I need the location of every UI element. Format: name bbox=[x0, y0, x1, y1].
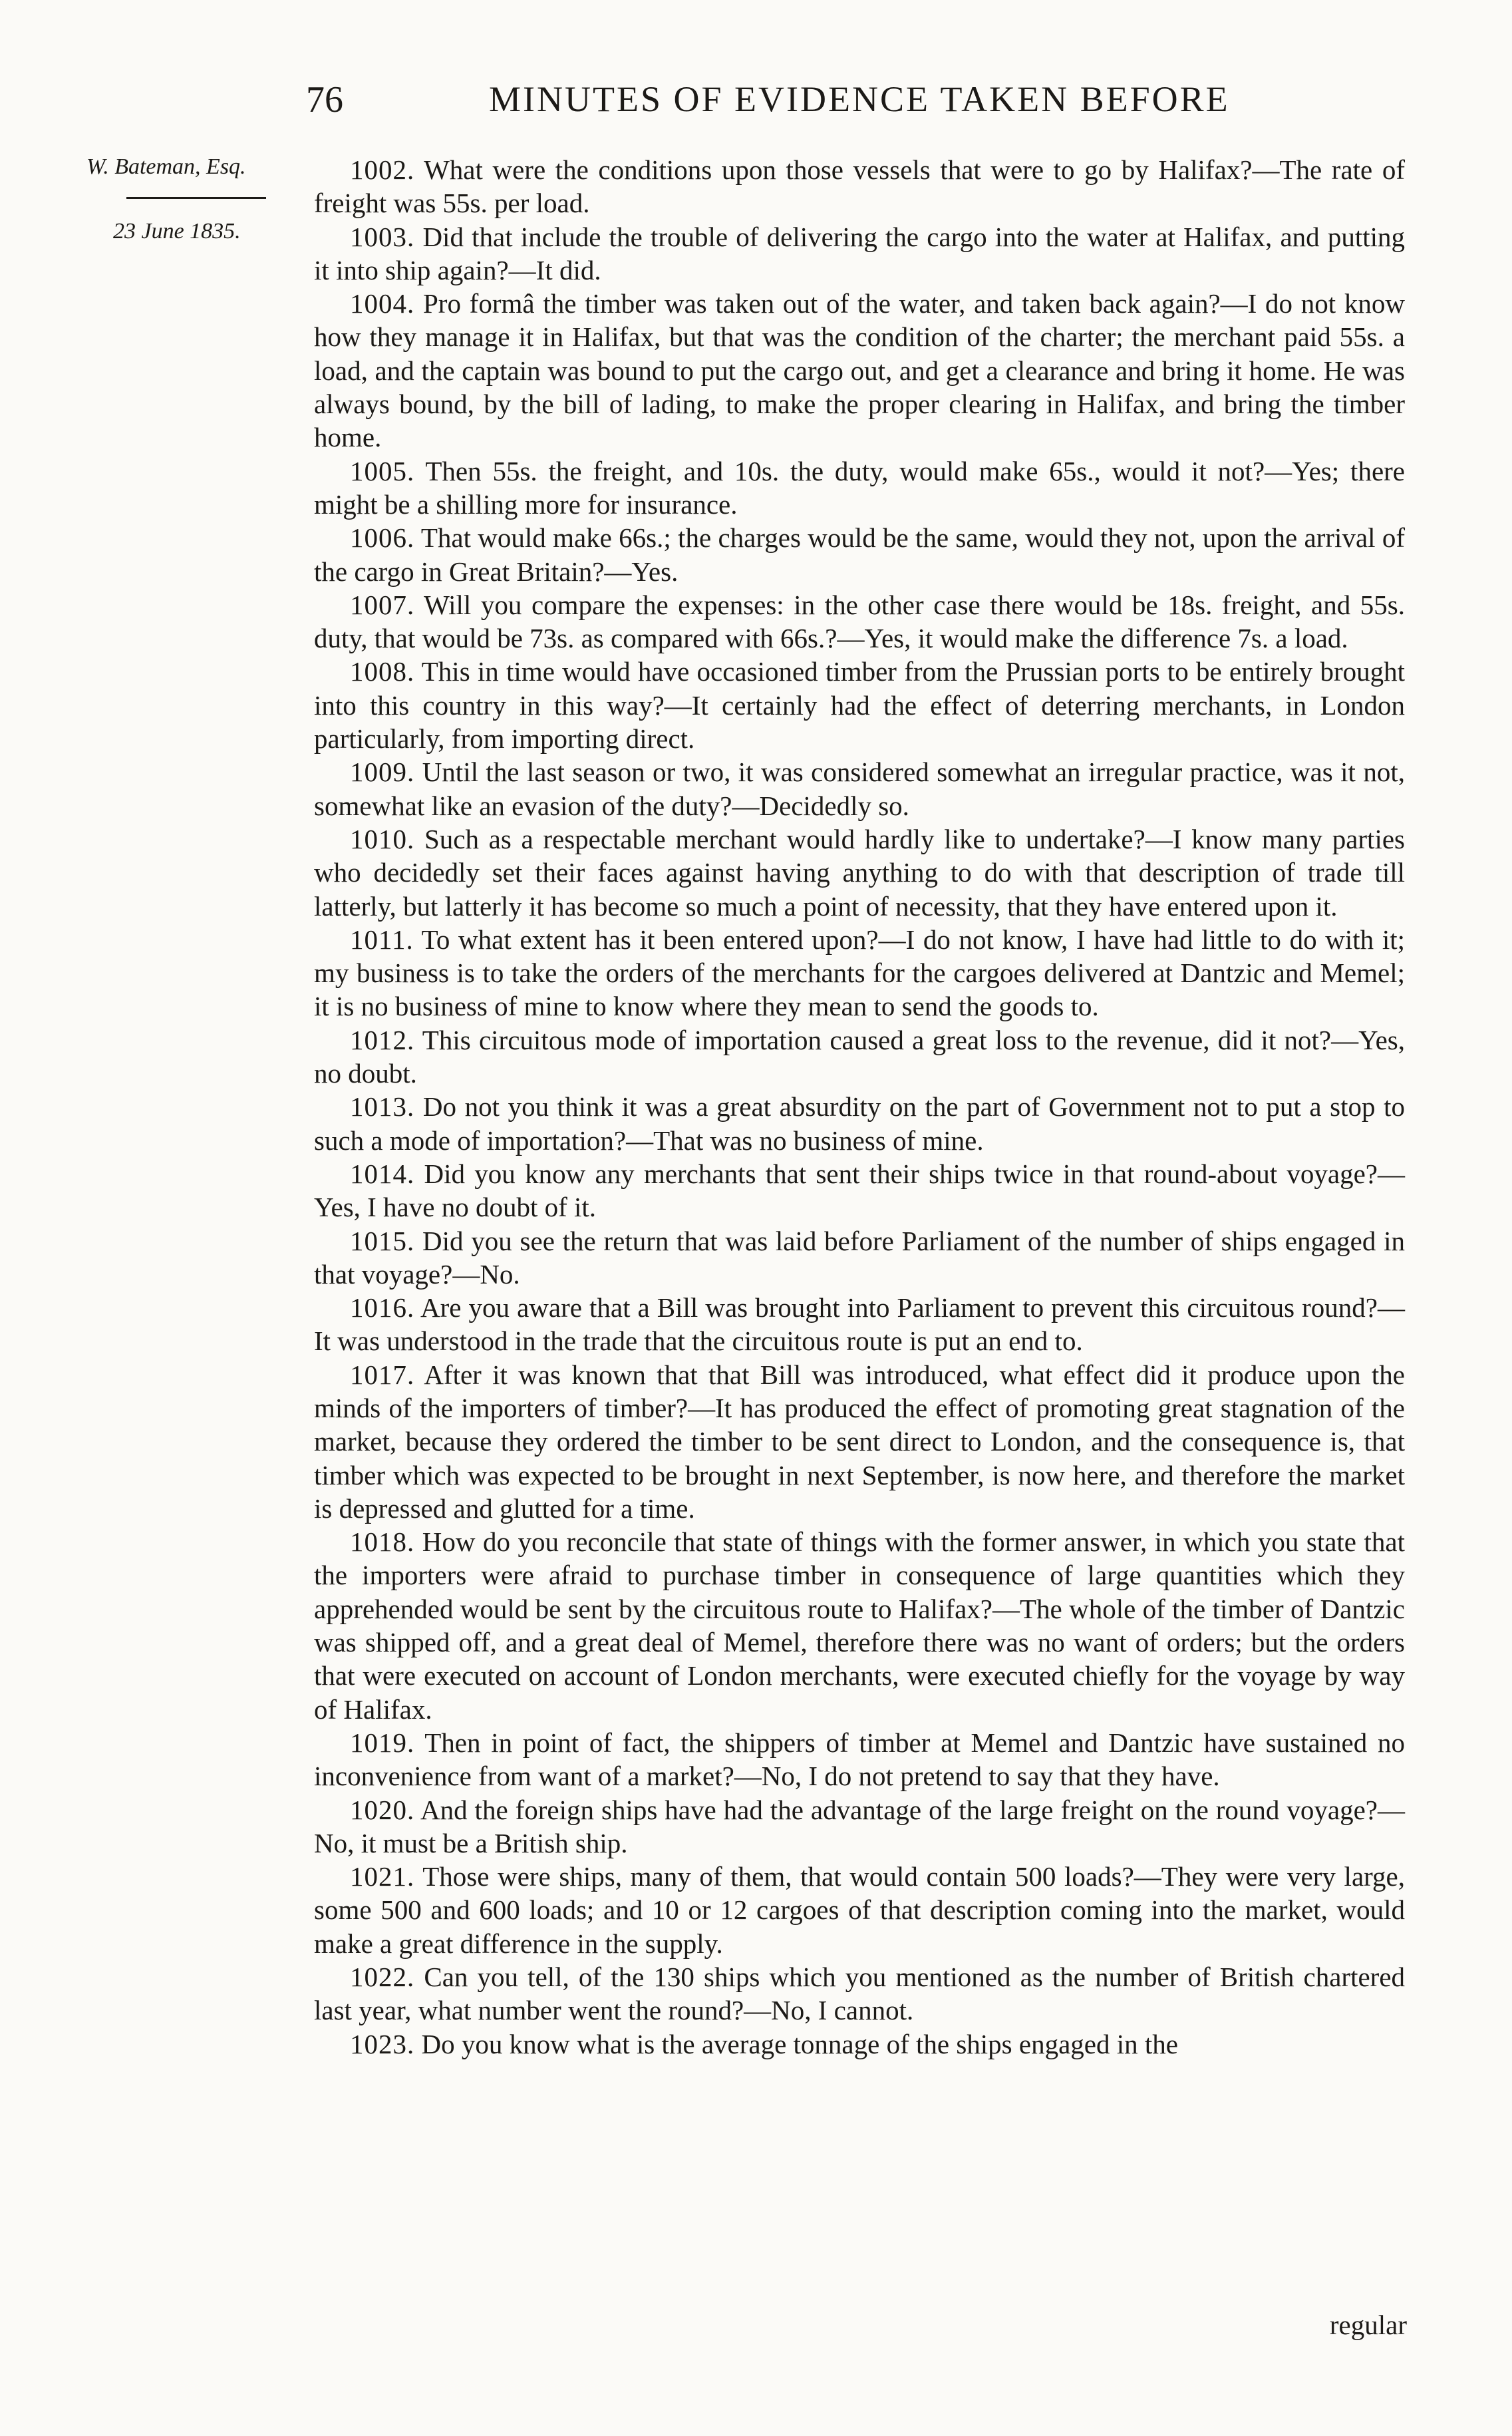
question-text: Then 55s. the freight, and 10s. the duty, would make 65s., would it not?—Yes; there might be a shilling more for insurance. bbox=[314, 455, 1405, 520]
question-number: 1018. bbox=[350, 1526, 415, 1558]
question-number: 1021. bbox=[350, 1861, 415, 1892]
question-entry bbox=[314, 287, 1405, 454]
question-entry bbox=[314, 588, 1405, 655]
question-text: Until the last season or two, it was considered somewhat an irregular practice, was it not, somewhat like an evasion of the duty?—Decidedly so. bbox=[314, 757, 1405, 821]
question-text: After it was known that that Bill was introduced, what effect did it produce upon the minds of the importers of timber?—It has produced the effect of promoting great stagnation of the market, because they ordered the timber to be sent direct to London, and the consequence is, that timber which was expected to be brought in next September, is now here, and therefore the market is depressed and glutted for a time. bbox=[314, 1359, 1405, 1524]
question-entry bbox=[314, 1023, 1405, 1091]
question-number: 1007. bbox=[350, 589, 415, 620]
question-entry bbox=[314, 1224, 1405, 1292]
question-text: Do not you think it was a great absurdity on the part of Government not to put a stop to such a mode of importation?—That was no business of mine. bbox=[314, 1091, 1405, 1156]
question-number: 1017. bbox=[350, 1359, 415, 1390]
question-entry bbox=[314, 822, 1405, 923]
question-entry bbox=[314, 1157, 1405, 1224]
question-text: Then in point of fact, the shippers of timber at Memel and Dantzic have sustained no inconvenience from want of a market?—No, I do not pretend to say that they have. bbox=[314, 1727, 1405, 1792]
page-number: 76 bbox=[306, 79, 343, 120]
question-text: Such as a respectable merchant would hardly like to undertake?—I know many parties who decidedly set their faces against having anything to do with that description of trade till latterly, but latterly it has become so much a point of necessity, that they have entered upon it. bbox=[314, 823, 1405, 922]
question-text: And the foreign ships have had the advantage of the large freight on the round voyage?—No, it must be a British ship. bbox=[314, 1794, 1405, 1858]
question-number: 1002. bbox=[350, 154, 415, 185]
question-text: Can you tell, of the 130 ships which you mentioned as the number of British chartered last year, what number went the round?—No, I cannot. bbox=[314, 1962, 1406, 2026]
question-entry bbox=[314, 1358, 1405, 1525]
question-text: This in time would have occasioned timber from the Prussian ports to be entirely brought into this country in this way?—It certainly had the effect of deterring merchants, in London particularly, from importing direct. bbox=[314, 656, 1406, 755]
question-entry bbox=[314, 1793, 1405, 1860]
question-entry bbox=[314, 1860, 1405, 1960]
question-entry bbox=[314, 923, 1405, 1023]
question-entry bbox=[314, 1960, 1405, 2027]
question-entry bbox=[314, 220, 1405, 287]
margin-rule bbox=[126, 197, 266, 199]
question-entry bbox=[314, 153, 1405, 220]
question-number: 1003. bbox=[350, 221, 415, 252]
question-number: 1023. bbox=[350, 2028, 415, 2059]
page-header bbox=[306, 79, 1404, 132]
question-number: 1011. bbox=[350, 924, 414, 955]
running-head: MINUTES OF EVIDENCE TAKEN BEFORE bbox=[489, 79, 1230, 119]
question-text: That would make 66s.; the charges would be the same, would they not, upon the arrival of the cargo in Great Britain?—Yes. bbox=[314, 522, 1405, 587]
question-number: 1004. bbox=[350, 288, 415, 319]
question-text: Did that include the trouble of delivering the cargo into the water at Halifax, and putting it into ship again?—It did. bbox=[314, 221, 1406, 285]
witness-name: W. Bateman, Esq. bbox=[86, 154, 246, 179]
question-text: This circuitous mode of importation caused a great loss to the revenue, did it not?—Yes, no doubt. bbox=[314, 1024, 1405, 1089]
question-number: 1005. bbox=[350, 455, 415, 486]
question-entry bbox=[314, 1090, 1405, 1157]
question-number: 1022. bbox=[350, 1962, 415, 1993]
question-entry bbox=[314, 2027, 1405, 2061]
question-entry bbox=[314, 454, 1405, 522]
question-entry bbox=[314, 1291, 1405, 1358]
catchword: regular bbox=[1329, 2310, 1407, 2340]
question-entry bbox=[314, 655, 1405, 755]
question-text: What were the conditions upon those vessels that were to go by Halifax?—The rate of freight was 55s. per load. bbox=[314, 154, 1405, 219]
question-number: 1020. bbox=[350, 1794, 415, 1825]
evidence-date: 23 June 1835. bbox=[113, 219, 241, 244]
margin-note bbox=[86, 154, 286, 244]
question-entry bbox=[314, 755, 1405, 822]
question-text: Do you know what is the average tonnage of the ships engaged in the bbox=[421, 2028, 1178, 2059]
question-text: Pro formâ the timber was taken out of the water, and taken back again?—I do not know how they manage it in Halifax, but that was the condition of the charter; the merchant paid 55s. a load, and the captain was bound to put the cargo out, and get a clearance and bring it home. He was always bound, by the bill of lading, to make the proper clearing in Halifax, and bring the timber home. bbox=[314, 288, 1405, 453]
question-number: 1016. bbox=[350, 1292, 415, 1323]
question-number: 1014. bbox=[350, 1158, 415, 1189]
question-text: Did you see the return that was laid before Parliament of the number of ships engaged in that voyage?—No. bbox=[314, 1225, 1405, 1290]
question-text: How do you reconcile that state of things with the former answer, in which you state that the importers were afraid to purchase timber in consequence of large quantities which they apprehended would be sent by the circuitous route to Halifax?—The whole of the timber of Dantzic was shipped off, and a great deal of Memel, therefore there was no want of orders; but the orders that were executed on account of London merchants, were executed chiefly for the voyage by way of Halifax. bbox=[314, 1526, 1406, 1725]
question-number: 1010. bbox=[350, 823, 415, 854]
question-entry bbox=[314, 1525, 1405, 1726]
question-text: Did you know any merchants that sent their ships twice in that round-about voyage?—Yes, I have no doubt of it. bbox=[314, 1158, 1405, 1223]
question-text: To what extent has it been entered upon?—I do not know, I have had little to do with it; my business is to take the orders of the merchants for the cargoes delivered at Dantzic and Memel; it is no business of mine to know where they mean to send the goods to. bbox=[314, 924, 1405, 1022]
evidence-body bbox=[314, 153, 1405, 2061]
question-text: Those were ships, many of them, that would contain 500 loads?—They were very large, some 500 and 600 loads; and 10 or 12 cargoes of that description coming into the market, would make a great difference in the supply. bbox=[314, 1861, 1406, 1959]
question-entry bbox=[314, 1726, 1405, 1793]
question-number: 1013. bbox=[350, 1091, 415, 1123]
question-text: Will you compare the expenses: in the other case there would be 18s. freight, and 55s. duty, that would be 73s. as compared with 66s.?—Yes, it would make the difference 7s. a load. bbox=[314, 589, 1405, 654]
question-number: 1012. bbox=[350, 1024, 415, 1055]
question-number: 1009. bbox=[350, 757, 415, 788]
question-text: Are you aware that a Bill was brought into Parliament to prevent this circuitous round?—It was understood in the trade that the circuitous route is put an end to. bbox=[314, 1292, 1405, 1357]
question-entry bbox=[314, 521, 1405, 588]
question-number: 1008. bbox=[350, 656, 415, 687]
question-number: 1019. bbox=[350, 1727, 415, 1758]
question-number: 1006. bbox=[350, 522, 415, 554]
question-number: 1015. bbox=[350, 1225, 415, 1256]
